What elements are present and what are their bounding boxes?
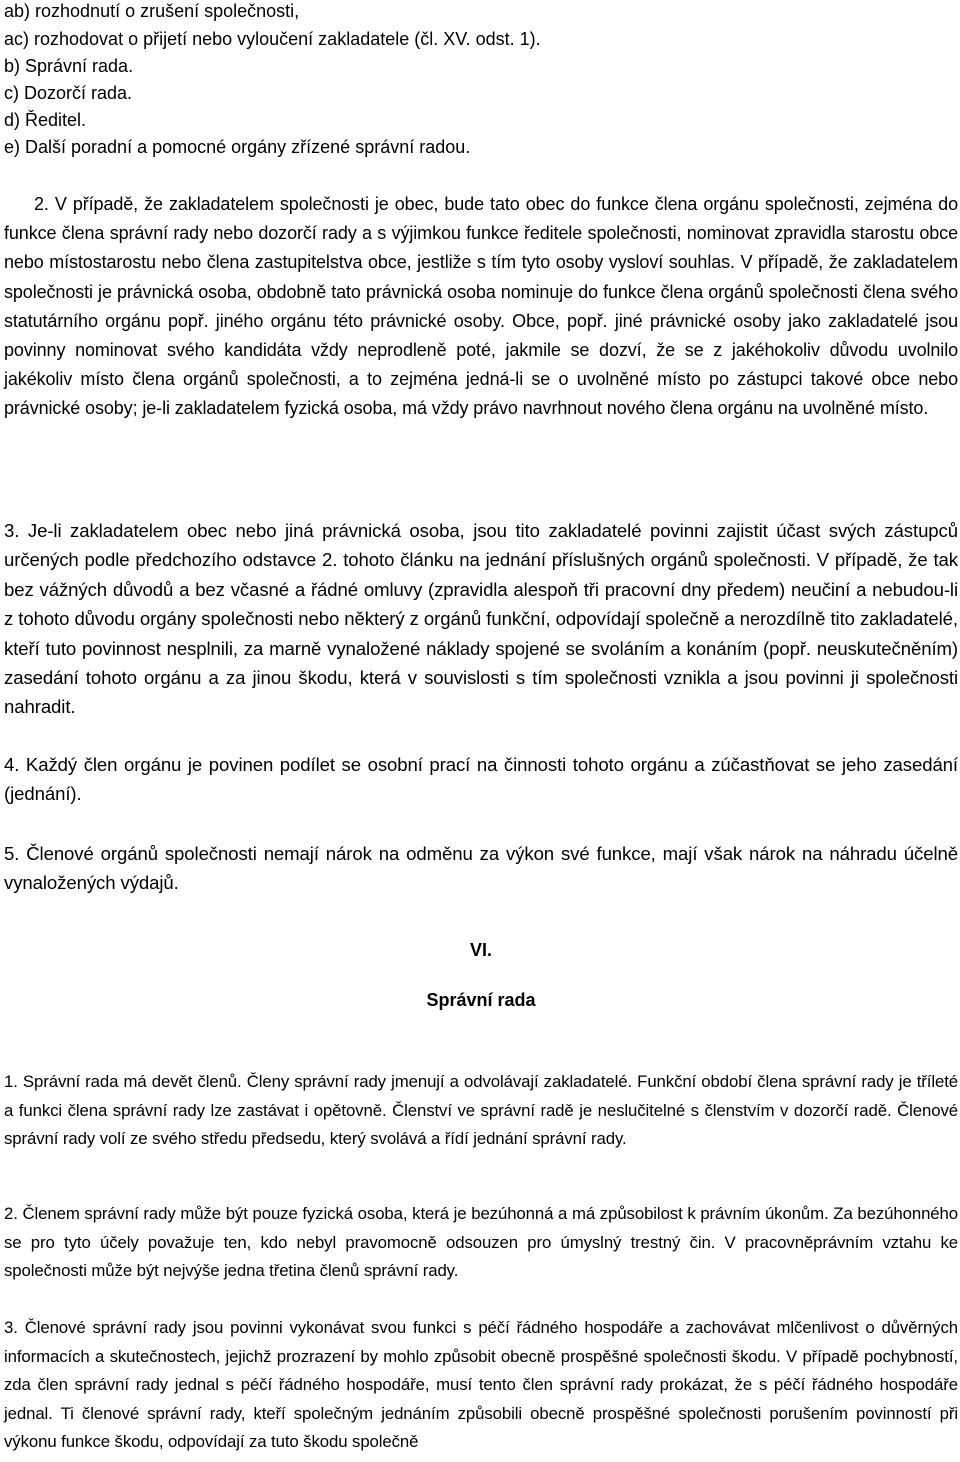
section-title: Správní rada	[426, 990, 536, 1010]
section-paragraph-3: 3. Členové správní rady jsou povinni vykonávat svou funkci s péčí řádného hospodáře a zachovávat mlčenlivost o důvěrných informacích a skutečnostech, jejichž prozrazení by mohlo způsobit obecně prospěšné společnosti škodu. V případě pochybností, zda člen správní rady jednal s péčí řádného hospodáře, musí tento člen správní rady prokázat, že s péčí řádného hospodáře jednal. Ti členové správní rady, kteří společným jednáním způsobili obecně prospěšné společnosti porušením povinností při výkonu funkce škodu, odpovídají za tuto škodu společně	[4, 1318, 958, 1452]
paragraph-3: 3. Je-li zakladatelem obec nebo jiná právnická osoba, jsou tito zakladatelé povinni zajistit účast svých zástupců určených podle předchozího odstavce 2. tohoto článku na jednání příslušných orgánů společnosti. V případě, že tak bez vážných důvodů a bez včasné a řádné omluvy (zpravidla alespoň tři pracovní dny předem) neučiní a nebudou-li z tohoto důvodu orgány společnosti nebo některý z orgánů funkční, odpovídají společně a nerozdílně tito zakladatelé, kteří tuto povinnost nesplnili, za marně vynaložené náklady spojené se svoláním a konáním (popř. neuskutečněním) zasedání tohoto orgánu a za jinou škodu, která v souvislosti s tím společnosti vznikla a jsou povinni ji společnosti nahradit.	[4, 520, 958, 718]
list-item: ac) rozhodovat o přijetí nebo vyloučení zakladatele (čl. XV. odst. 1).	[4, 29, 541, 49]
paragraph-2: 2. V případě, že zakladatelem společnosti je obec, bude tato obec do funkce člena orgánu společnosti, zejména do funkce člena správní rady nebo dozorčí rady a s výjimkou funkce ředitele společnosti, nominovat zpravidla starostu obce nebo místostarostu nebo člena zastupitelstva obce, jestliže s tím tyto osoby vysloví souhlas. V případě, že zakladatelem společnosti je právnická osoba, obdobně tato právnická osoba nominuje do funkce člena orgánů společnosti člena svého statutárního orgánu popř. jiného orgánu této právnické osoby. Obce, popř. jiné právnické osoby jako zakladatelé jsou povinny nominovat svého kandidáta vždy neprodleně poté, jakmile se dozví, že se z jakéhokoliv důvodu uvolnilo jakékoliv místo člena orgánů společnosti, a to zejména jedná-li se o uvolněné místo po zástupci takové obce nebo právnické osoby; je-li zakladatelem fyzická osoba, má vždy právo navrhnout nového člena orgánu na uvolněné místo.	[4, 194, 958, 419]
paragraph-4: 4. Každý člen orgánu je povinen podílet se osobní prací na činnosti tohoto orgánu a zúčastňovat se jeho zasedání (jednání).	[4, 754, 958, 805]
section-paragraph-2: 2. Členem správní rady může být pouze fyzická osoba, která je bezúhonná a má způsobilost k právním úkonům. Za bezúhonného se pro tyto účely považuje ten, kdo nebyl pravomocně odsouzen pro úmyslný trestný čin. V pracovněprávním vztahu ke společnosti může být nejvýše jedna třetina členů správní rady.	[4, 1204, 958, 1281]
list-item: b) Správní rada.	[4, 56, 134, 76]
list-item: c) Dozorčí rada.	[4, 83, 133, 103]
list-item: d) Ředitel.	[4, 110, 87, 130]
section-number: VI.	[469, 940, 492, 960]
paragraph-5: 5. Členové orgánů společnosti nemají nárok na odměnu za výkon své funkce, mají však nárok na náhradu účelně vynaložených výdajů.	[4, 843, 958, 894]
list-item: e) Další poradní a pomocné orgány zřízené správní radou.	[4, 137, 471, 157]
section-paragraph-1: 1. Správní rada má devět členů. Členy správní rady jmenují a odvolávají zakladatelé. Funkční období člena správní rady je tříleté a funkci člena správní rady lze zastávat i opětovně. Členství ve správní radě je neslučitelné s členstvím v dozorčí radě. Členové správní rady volí ze svého středu předsedu, který svolává a řídí jednání správní rady.	[4, 1072, 958, 1149]
list-item: ab) rozhodnutí o zrušení společnosti,	[4, 1, 300, 21]
